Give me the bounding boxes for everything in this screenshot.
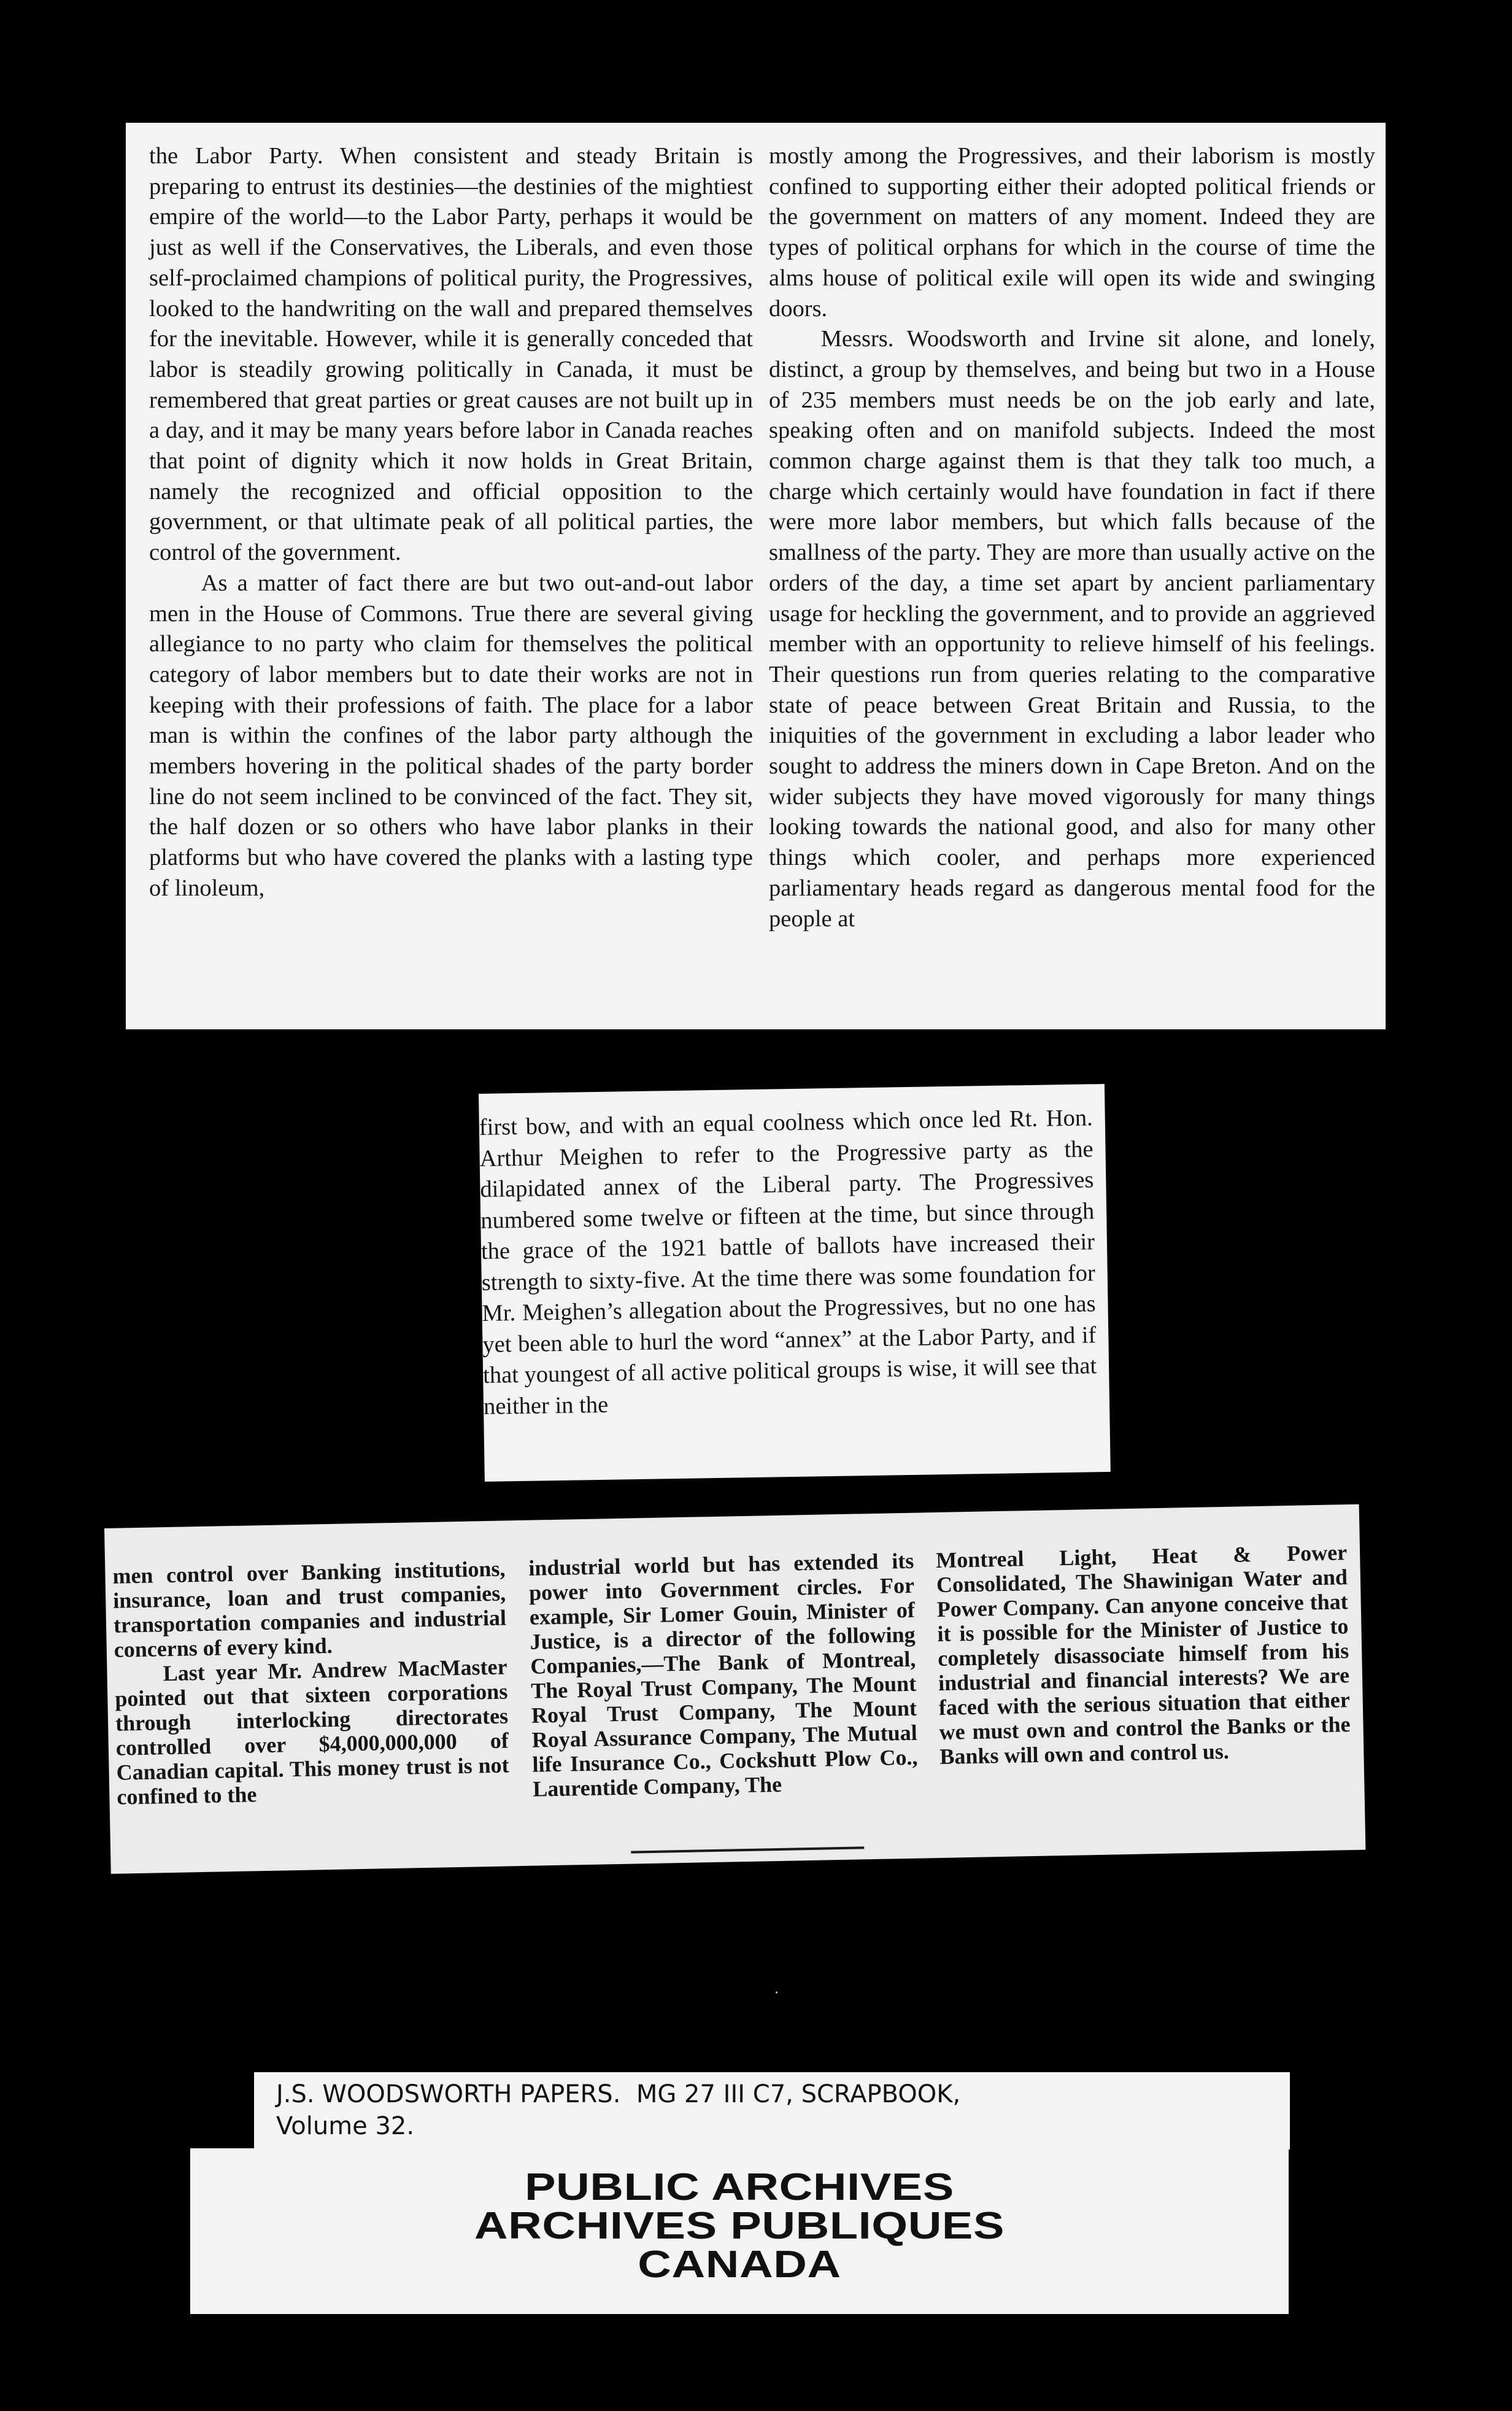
paragraph: Messrs. Woodsworth and Irvine sit alone, and lonely, distinct, a group by themselves, and being but two in a House of 235 members must needs be on the job early and late, speaking often and on manifold subjects. Indeed the most common charge against them is that they talk too much, a charge which certainly would have foundation in fact if there were more labor members, but which falls because of the smallness of the party. They are more than usually active on the orders of the day, a time set apart by ancient parliamentary usage for heckling the government, and to provide an aggrieved member with an opportunity to relieve himself of his feelings. Their questions run from queries relating to the comparative state of peace between Great Britain and Russia, to the iniquities of the government in excluding a labor leader who sought to address the miners down in Cape Breton. And on the wider subjects they have moved vigorously for many things looking towards the national good, and also for many other things which cooler, and perhaps more experienced parliamentary heads regard as dangerous mental food for the people at <box>769 326 1375 932</box>
paragraph: men control over Banking institutions, insurance, loan and trust companies, transportation companies and industrial concerns of every kind. <box>112 1556 507 1662</box>
newspaper-clipping-top <box>126 123 1386 1029</box>
archive-stamp-line-2: ARCHIVES PUBLIQUES <box>474 2205 1005 2247</box>
archive-reference-line-1: J.S. WOODSWORTH PAPERS. MG 27 III C7, SCRAPBOOK, <box>276 2080 961 2108</box>
paragraph: the Labor Party. When consistent and steady Britain is preparing to entrust its destinies—the destinies of the mightiest empire of the world—to the Labor Party, perhaps it would be just as well if the Conservatives, the Liberals, and even those self-proclaimed champions of political purity, the Progressives, looked to the handwriting on the wall and prepared themselves for the inevitable. However, while it is generally conceded that labor is steadily growing politically in Canada, it must be remembered that great parties or great causes are not built up in a day, and it may be many years before labor in Canada reaches that point of dignity which it now holds in Great Britain, namely the recognized and official opposition to the government, or that ultimate peak of all political parties, the control of the government. <box>149 143 753 566</box>
clipping-bottom-column-2 <box>528 1549 919 1801</box>
paragraph: first bow, and with an equal coolness which once led Rt. Hon. Arthur Meighen to refer to the Progressive party as the dilapidated annex of the Liberal party. The Progressives numbered some twelve or fifteen at the time, but since through the grace of the 1921 battle of ballots have increased their strength to sixty-five. At the time there was some foundation for Mr. Meighen’s allegation about the Progressives, but no one has yet been able to hurl the word “annex” at the Labor Party, and if that youngest of all active political groups is wise, it will see that neither in the <box>479 1105 1097 1420</box>
archive-stamp <box>190 2148 1289 2314</box>
archive-stamp-line-3: CANADA <box>638 2243 841 2286</box>
newspaper-clipping-middle <box>479 1084 1111 1482</box>
paragraph: mostly among the Progressives, and their laborism is mostly confined to supporting either their adopted political friends or the government on matters of any moment. Indeed they are types of political orphans for which in the course of time the alms house of political exile will open its wide and swinging doors. <box>769 143 1375 322</box>
scan-speck: · <box>774 1986 779 2001</box>
clipping-bottom-column-1 <box>112 1556 510 1809</box>
archive-reference-label <box>254 2072 1290 2150</box>
clipping-top-left-column <box>149 141 753 904</box>
paragraph: As a matter of fact there are but two out-and-out labor men in the House of Commons. True there are several giving allegiance to no party who claim for themselves the political category of labor members but to date their works are not in keeping with their professions of faith. The place for a labor man is within the confines of the labor party although the members hovering in the political shades of the party border line do not seem inclined to be convinced of the fact. They sit, the half dozen or so others who have labor planks in their platforms but who have covered the planks with a lasting type of linoleum, <box>149 570 753 901</box>
archive-stamp-line-1: PUBLIC ARCHIVES <box>525 2166 954 2208</box>
clipping-top-right-column <box>769 141 1375 934</box>
separator-rule <box>631 1846 864 1853</box>
paragraph: Last year Mr. Andrew MacMaster pointed out that sixteen corporations through interlocking directorates controlled over $4,000,000,000 of Canadian capital. This money trust is not confined to the <box>114 1654 509 1809</box>
paragraph: industrial world but has extended its power into Government circles. For example, Sir Lomer Gouin, Minister of Justice, is a director of the following Companies,—The Bank of Montreal, The Royal Trust Company, The Mount Royal Trust Company, The Mount Royal Assurance Company, The Mutual life Insurance Co., Cockshutt Plow Co., Laurentide Company, The <box>528 1548 918 1801</box>
archive-reference-line-2: Volume 32. <box>276 2112 415 2140</box>
clipping-bottom-column-3 <box>936 1540 1351 1769</box>
clipping-middle-column <box>479 1102 1103 1422</box>
newspaper-clipping-bottom <box>104 1504 1365 1874</box>
paragraph: Montreal Light, Heat & Power Consolidated, The Shawinigan Water and Power Company. Can anyone conceive that it is possible for the Minister of Justice to completely disassociate himself from his industrial and financial interests? We are faced with the serious situation that either we must own and control the Banks or the Banks will own and control us. <box>935 1540 1351 1769</box>
